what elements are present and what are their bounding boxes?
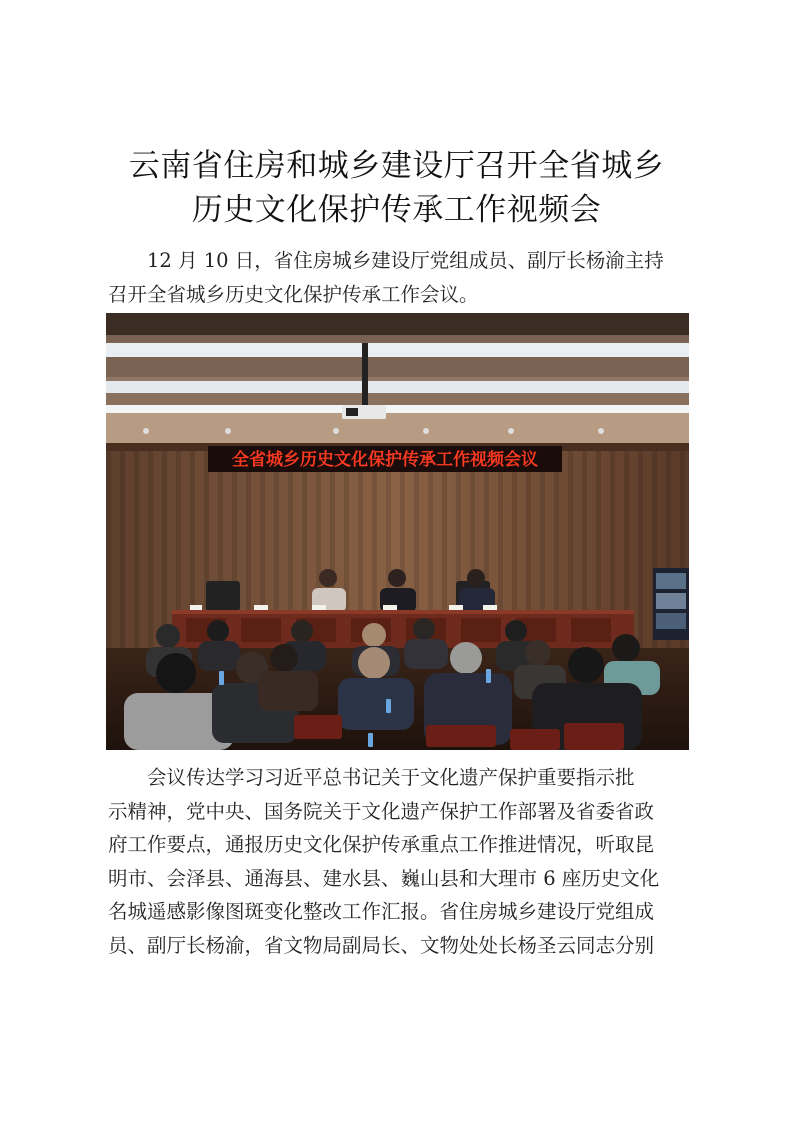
paragraph-line: 示精神，党中央、国务院关于文化遗产保护工作部署及省委省政 bbox=[108, 799, 655, 823]
paragraph-line: 会议传达学习习近平总书记关于文化遗产保护重要指示批 bbox=[147, 766, 635, 789]
paragraph-line: 员、副厅长杨渝，省文物局副局长、文物处处长杨圣云同志分别 bbox=[108, 933, 655, 957]
paragraph-line: 召开全省城乡历史文化保护传承工作会议。 bbox=[108, 282, 479, 306]
document-title-line-2: 历史文化保护传承工作视频会 bbox=[191, 192, 602, 228]
paragraph-line: 12 月 10 日，省住房城乡建设厅党组成员、副厅长杨渝主持 bbox=[147, 249, 664, 272]
paragraph-line: 府工作要点，通报历史文化保护传承重点工作推进情况，听取昆 bbox=[108, 833, 655, 856]
led-banner-text: 全省城乡历史文化保护传承工作视频会议 bbox=[232, 450, 538, 470]
paragraph-body bbox=[108, 761, 692, 962]
meeting-photo bbox=[106, 313, 689, 750]
meeting-photo-illustration bbox=[106, 313, 689, 750]
paragraph-line: 明市、会泽县、通海县、建水县、巍山县和大理市 6 座历史文化 bbox=[108, 866, 660, 890]
paragraph-line: 名城遥感影像图斑变化整改工作汇报。省住房城乡建设厅党组成 bbox=[108, 900, 655, 923]
paragraph-intro bbox=[108, 244, 692, 311]
document-title-line-1: 云南省住房和城乡建设厅召开全省城乡 bbox=[128, 148, 665, 184]
